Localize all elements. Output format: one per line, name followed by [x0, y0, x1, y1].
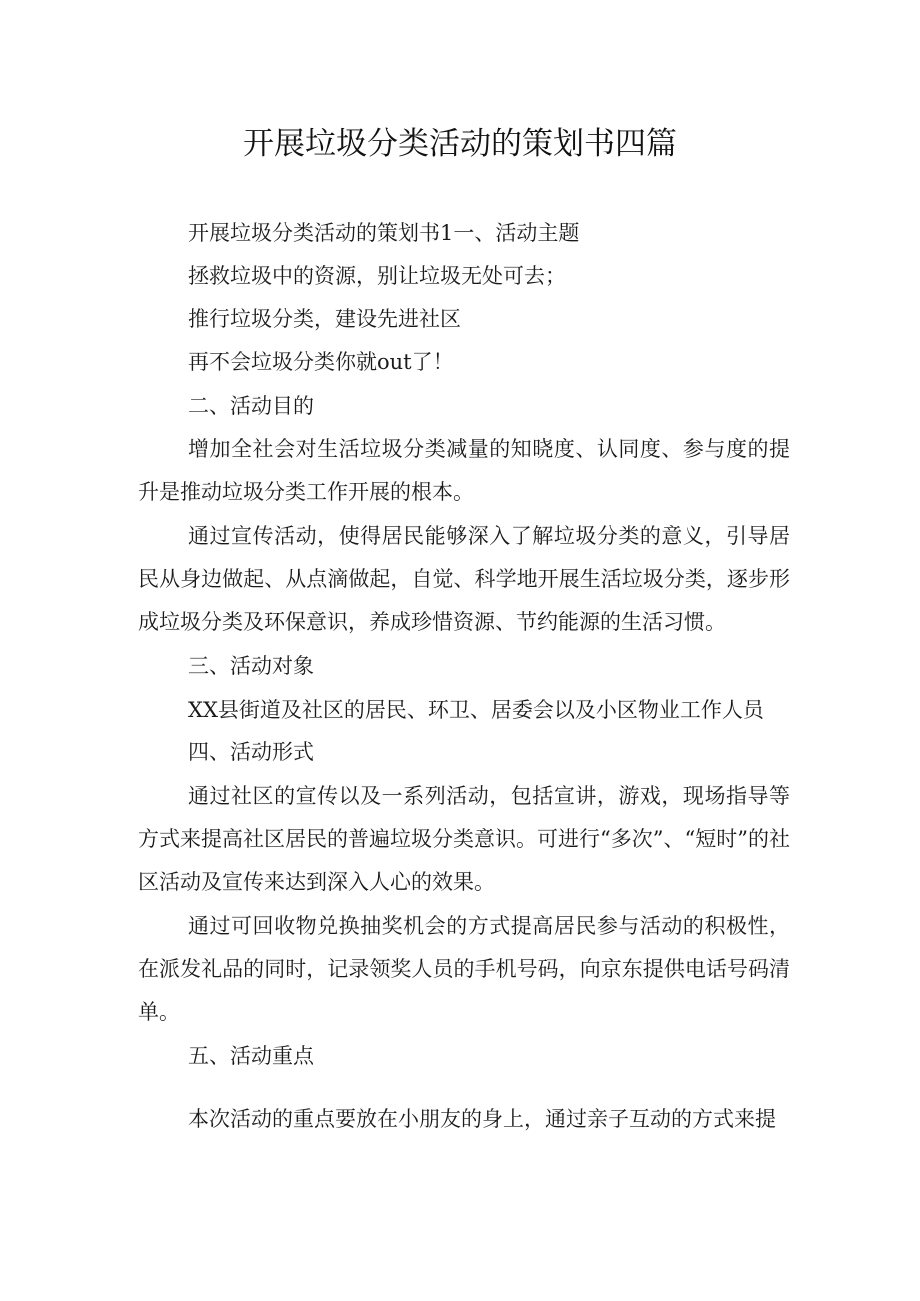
- paragraph-slogan-2: 推行垃圾分类，建设先进社区: [188, 307, 461, 331]
- paragraph-form-1: 通过社区的宣传以及一系列活动，包括宣讲，游戏，现场指导等方式来提高社区居民的普遍垃圾分类意识。可进行“多次”、“短时”的社区活动及宣传来达到深入人心的效果。: [138, 784, 790, 894]
- paragraph-slogan-3: 再不会垃圾分类你就out了！: [188, 350, 454, 374]
- paragraph-theme-heading: 开展垃圾分类活动的策划书1一、活动主题: [188, 221, 580, 245]
- paragraph-purpose-2: 通过宣传活动，使得居民能够深入了解垃圾分类的意义，引导居民从身边做起、从点滴做起，自觉、科学地开展生活垃圾分类，逐步形成垃圾分类及环保意识，养成珍惜资源、节约能源的生活习惯。: [138, 524, 790, 634]
- paragraph-focus-body: 本次活动的重点要放在小朋友的身上，通过亲子互动的方式来提: [188, 1107, 776, 1131]
- paragraph-purpose-1: 增加全社会对生活垃圾分类减量的知晓度、认同度、参与度的提升是推动垃圾分类工作开展的根本。: [138, 437, 790, 504]
- paragraph-focus-heading: 五、活动重点: [188, 1044, 314, 1068]
- paragraph-slogan-1: 拯救垃圾中的资源，别让垃圾无处可去；: [188, 264, 566, 288]
- document-title: 开展垃圾分类活动的策划书四篇: [243, 126, 677, 162]
- paragraph-target-body: XX县街道及社区的居民、环卫、居委会以及小区物业工作人员: [188, 698, 764, 722]
- paragraph-purpose-heading: 二、活动目的: [188, 394, 314, 418]
- paragraph-form-heading: 四、活动形式: [188, 740, 314, 764]
- paragraph-form-2: 通过可回收物兑换抽奖机会的方式提高居民参与活动的积极性，在派发礼品的同时，记录领奖人员的手机号码，向京东提供电话号码清单。: [138, 914, 790, 1024]
- paragraph-target-heading: 三、活动对象: [188, 654, 314, 678]
